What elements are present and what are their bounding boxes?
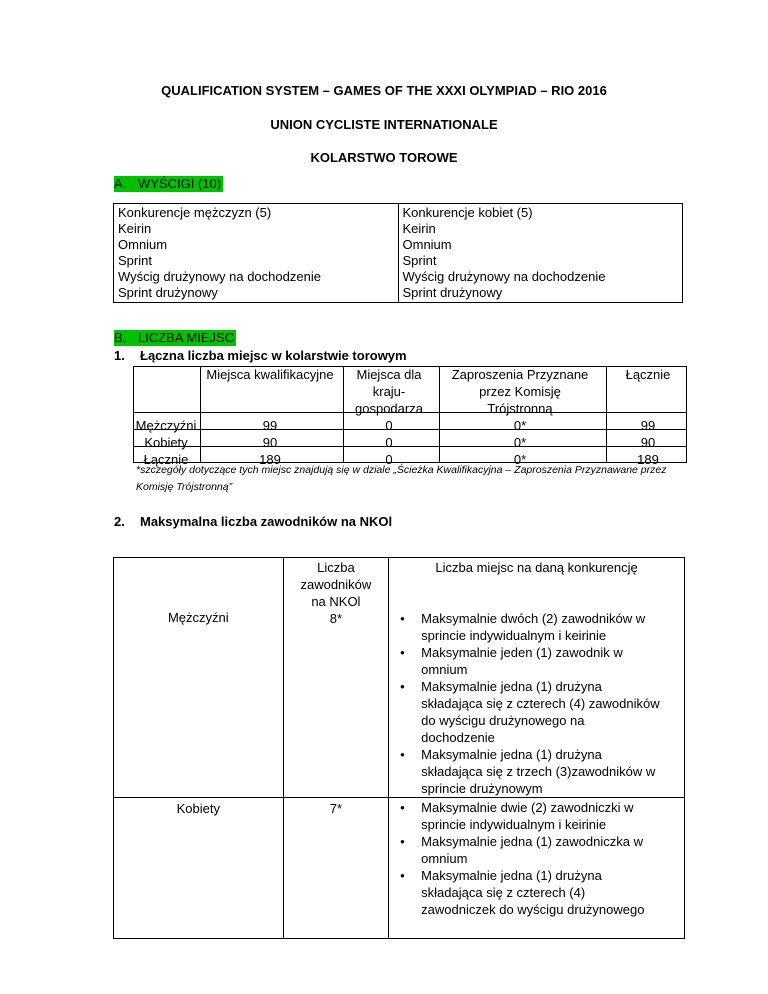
quota-header-qual: Miejsca kwalifikacyjne <box>206 367 334 382</box>
bullet-line: Maksymalnie jedna (1) drużyna <box>421 868 602 883</box>
women-count: 7* <box>329 801 343 816</box>
row-host: 0 <box>385 418 393 433</box>
section-a-heading <box>114 176 223 192</box>
row-qual: 189 <box>259 452 281 467</box>
bullet-line: składająca się z trzech (3)zawodników w <box>421 764 656 779</box>
bullet-item <box>389 833 684 867</box>
subsection-2-title: Maksymalna liczba zawodników na NKOl <box>140 514 393 529</box>
footnote-line: *szczegóły dotyczące tych miejsc znajdują się w dziale „Ścieżka Kwalifikacyjna – Zaproszenia Przyznawane przez <box>136 464 667 476</box>
row-label: Łącznie <box>143 452 189 467</box>
athletes-row-men <box>114 558 685 798</box>
section-b-label: LICZBA MIEJSC <box>138 330 235 345</box>
doc-subtitle: UNION CYCLISTE INTERNATIONALE <box>270 117 498 132</box>
section-a-label: WYŚCIGI (10) <box>138 176 222 191</box>
row-host: 0 <box>385 435 393 450</box>
bullet-line: omnium <box>421 851 468 866</box>
bullet-line: składająca się z czterech (4) <box>421 885 586 900</box>
bullet-icon: • <box>400 679 405 694</box>
bullet-line: Maksymalnie jedna (1) drużyna <box>421 747 602 762</box>
events-table <box>113 203 683 303</box>
men-events-header: Konkurencje mężczyzn (5) <box>118 205 272 220</box>
bullet-icon: • <box>400 645 405 660</box>
quota-table <box>133 366 693 468</box>
men-event: Omnium <box>118 237 168 252</box>
section-a-number: A. <box>114 176 127 191</box>
men-event: Sprint drużynowy <box>118 285 218 300</box>
row-qual: 99 <box>262 418 278 433</box>
women-bullets-cell <box>389 798 685 939</box>
bullet-line: zawodniczek do wyścigu drużynowego <box>421 902 645 917</box>
bullet-icon: • <box>400 747 405 762</box>
bullet-item <box>389 644 684 678</box>
doc-discipline: KOLARSTWO TOROWE <box>310 150 458 165</box>
row-total: 189 <box>637 452 659 467</box>
footnote-line: Komisję Trójstronną” <box>136 481 233 493</box>
women-events-cell <box>398 204 683 303</box>
quota-header-empty <box>133 366 199 417</box>
bullet-line: sprincie indywidualnym i keirinie <box>421 628 607 643</box>
quota-header-host <box>341 366 437 417</box>
bullet-line: Maksymalnie dwie (2) zawodniczki w <box>421 800 634 815</box>
bullet-line: Maksymalnie jeden (1) zawodnik w <box>421 645 623 660</box>
subsection-1-heading <box>114 348 407 363</box>
women-event: Sprint <box>402 253 437 268</box>
row-host: 0 <box>385 452 393 467</box>
men-events-cell <box>114 204 399 303</box>
subsection-1-title: Łączna liczba miejsc w kolarstwie torowym <box>140 348 407 363</box>
quota-row-women <box>133 434 693 451</box>
count-header-line: na NKOl <box>311 594 361 609</box>
doc-title: QUALIFICATION SYSTEM – GAMES OF THE XXXI OLYMPIAD – RIO 2016 <box>161 83 607 98</box>
bullet-line: omnium <box>421 662 468 677</box>
subsection-1-number: 1. <box>114 348 125 363</box>
men-bullets-cell <box>389 558 685 798</box>
count-header-line: Liczba <box>317 560 355 575</box>
host-header-line: kraju- <box>372 384 406 399</box>
bullet-item <box>389 678 684 746</box>
invite-header-line: Trójstronną <box>487 401 553 416</box>
bullet-line: Maksymalnie dwóch (2) zawodników w <box>421 611 646 626</box>
men-bullet-list <box>389 610 684 797</box>
bullet-icon: • <box>400 800 405 815</box>
bullet-line: Maksymalnie jedna (1) drużyna <box>421 679 602 694</box>
bullet-line: do wyścigu drużynowego na <box>421 713 585 728</box>
women-event: Omnium <box>402 237 452 252</box>
athletes-row-women <box>114 798 685 939</box>
host-header-line: gospodarza <box>355 401 423 416</box>
subsection-2-heading <box>114 514 392 529</box>
men-event: Wyścig drużynowy na dochodzenie <box>118 269 321 284</box>
invite-header-line: Zaproszenia Przyznane <box>451 367 589 382</box>
women-label-cell <box>114 798 284 939</box>
athletes-per-noc-table <box>113 557 685 939</box>
women-events-header: Konkurencje kobiet (5) <box>402 205 533 220</box>
section-b-number: B. <box>114 330 127 345</box>
row-invite: 0* <box>513 435 527 450</box>
bullet-line: sprincie drużynowym <box>421 781 543 796</box>
row-label: Mężczyźni <box>135 418 197 433</box>
row-invite: 0* <box>513 418 527 433</box>
women-bullet-list <box>389 799 684 918</box>
bullet-line: dochodzenie <box>421 730 495 745</box>
quota-row-men <box>133 417 693 434</box>
row-qual: 90 <box>262 435 278 450</box>
count-header-line: zawodników <box>300 577 372 592</box>
bullet-icon: • <box>400 611 405 626</box>
row-invite: 0* <box>513 452 527 467</box>
bullet-line: składająca się z czterech (4) zawodników <box>421 696 660 711</box>
bullet-line: Maksymalnie jedna (1) zawodniczka w <box>421 834 643 849</box>
women-event: Sprint drużynowy <box>402 285 503 300</box>
row-label: Kobiety <box>144 435 188 450</box>
quota-header-total: Łącznie <box>625 367 671 382</box>
bullet-icon: • <box>400 868 405 883</box>
women-event: Wyścig drużynowy na dochodzenie <box>402 269 606 284</box>
invite-header-line: przez Komisję <box>479 384 561 399</box>
bullet-line: sprincie indywidualnym i keirinie <box>421 817 607 832</box>
men-count-cell <box>283 558 389 798</box>
men-event: Keirin <box>118 221 152 236</box>
women-event: Keirin <box>402 221 436 236</box>
row-total: 99 <box>640 418 656 433</box>
section-b-heading <box>114 330 236 346</box>
bullet-item <box>389 799 684 833</box>
men-label: Mężczyźni <box>167 610 229 625</box>
row-total: 90 <box>640 435 656 450</box>
subsection-2-number: 2. <box>114 514 125 529</box>
bullet-item <box>389 746 684 797</box>
women-count-cell <box>283 798 389 939</box>
bullet-icon: • <box>400 834 405 849</box>
events-header: Liczba miejsc na daną konkurencję <box>435 560 638 575</box>
men-count: 8* <box>329 611 343 626</box>
women-label: Kobiety <box>176 801 220 816</box>
quota-header-invite <box>437 366 603 417</box>
men-event: Sprint <box>118 253 152 268</box>
host-header-line: Miejsca dla <box>356 367 422 382</box>
bullet-item <box>389 867 684 918</box>
quota-footnote <box>136 462 696 496</box>
men-label-cell <box>114 558 284 798</box>
bullet-item <box>389 610 684 644</box>
